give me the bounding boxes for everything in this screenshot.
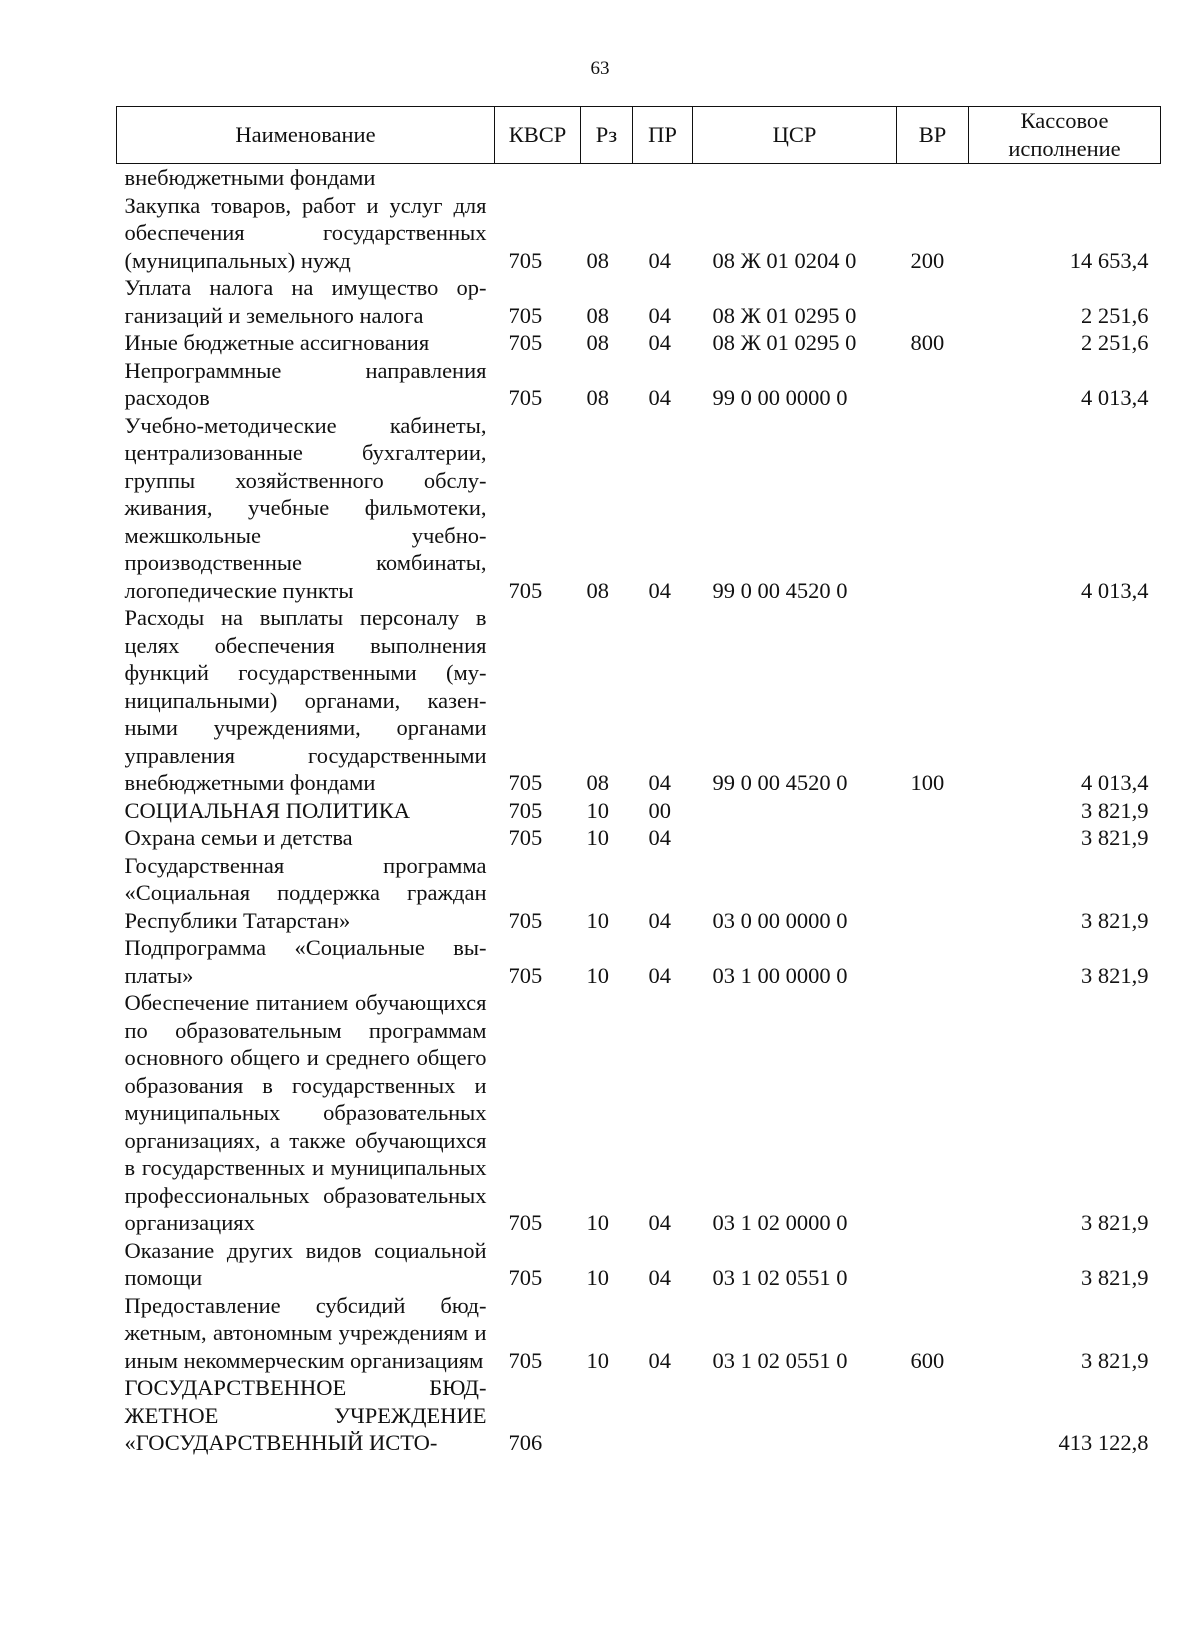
row-kvsr: 705 (508, 1265, 543, 1290)
row-kvsr: 705 (508, 577, 543, 603)
table-header (117, 107, 1161, 164)
row-rz: 10 (586, 825, 609, 850)
row-name: внебюджетными фондами (124, 165, 376, 190)
row-csr: 08 Ж 01 0295 0 (712, 330, 857, 355)
row-name: ГОСУДАРСТВЕННОЕ БЮДЖЕТНОЕ УЧРЕЖДЕНИЕ «ГОСУДАРСТВЕННЫЙ ИСТО- (124, 1375, 487, 1455)
row-name: Предоставление субсидий бюджетным, автономным учреждениям и иным некоммерческим организациям (124, 1292, 487, 1373)
row-cash-execution: 4 013,4 (1081, 577, 1149, 603)
row-csr: 03 1 02 0000 0 (712, 1210, 848, 1235)
table-row (117, 329, 1161, 357)
row-vr (897, 824, 969, 852)
row-vr (897, 357, 969, 412)
row-rz: 08 (586, 577, 609, 603)
column-header-csr: ЦСР (693, 107, 897, 164)
row-csr: 99 0 00 0000 0 (712, 385, 848, 410)
row-csr: 03 1 02 0551 0 (712, 1265, 848, 1290)
row-vr (897, 934, 969, 989)
row-pr: 04 (648, 330, 671, 355)
row-rz: 08 (586, 247, 609, 273)
row-csr (693, 164, 897, 192)
table-row (117, 274, 1161, 329)
table-row (117, 357, 1161, 412)
table-row (117, 192, 1161, 275)
row-pr: 04 (648, 385, 671, 410)
row-csr: 03 0 00 0000 0 (712, 907, 848, 933)
row-csr: 08 Ж 01 0204 0 (712, 247, 857, 273)
column-header-pr: ПР (633, 107, 693, 164)
row-pr: 04 (648, 770, 671, 795)
row-vr (897, 1237, 969, 1292)
row-kvsr: 705 (508, 825, 543, 850)
row-name: Государственная программа «Социальная поддержка граждан Республики Татарстан» (124, 852, 487, 933)
row-pr: 00 (648, 797, 671, 823)
column-header-cash-execution: Кассовое исполнение (969, 107, 1161, 164)
row-name: Уплата налога на имущество организаций и земельного налога (124, 275, 487, 328)
row-kvsr: 705 (508, 247, 543, 273)
row-kvsr: 705 (508, 962, 543, 988)
row-rz: 08 (586, 330, 609, 355)
table-row (117, 164, 1161, 192)
row-pr: 04 (648, 247, 671, 273)
table-row (117, 824, 1161, 852)
row-vr (897, 989, 969, 1237)
row-name: Учебно-методические кабинеты, централизованные бухгалтерии, группы хозяйственного обслуживания, учебные фильмотеки, межшкольные учебно-производственные комбинаты, логопедические пункты (124, 412, 487, 603)
row-cash-execution: 3 821,9 (1081, 1265, 1149, 1290)
row-vr: 200 (910, 247, 945, 273)
row-cash-execution: 2 251,6 (1081, 302, 1149, 328)
table-row (117, 852, 1161, 935)
row-cash-execution: 3 821,9 (1081, 1347, 1149, 1373)
row-kvsr (495, 164, 581, 192)
row-cash-execution: 3 821,9 (1081, 1210, 1149, 1235)
column-header-rz: Рз (581, 107, 633, 164)
table-body (117, 164, 1161, 1457)
row-csr (693, 824, 897, 852)
row-kvsr: 705 (508, 1347, 543, 1373)
row-cash-execution: 4 013,4 (1081, 385, 1149, 410)
row-vr: 100 (910, 770, 945, 795)
table-row (117, 412, 1161, 605)
row-cash-execution: 14 653,4 (1069, 247, 1149, 273)
row-vr (897, 274, 969, 329)
row-rz: 08 (586, 385, 609, 410)
row-pr: 04 (648, 907, 671, 933)
row-csr: 08 Ж 01 0295 0 (712, 302, 857, 328)
row-name: Иные бюджетные ассигнования (124, 330, 430, 355)
row-csr: 03 1 02 0551 0 (712, 1347, 848, 1373)
row-name: Непрограммные направления расходов (124, 357, 487, 410)
row-vr (897, 164, 969, 192)
budget-execution-table (116, 106, 1161, 1457)
row-pr: 04 (648, 1210, 671, 1235)
row-pr: 04 (648, 1347, 671, 1373)
row-name: Подпрограмма «Социальные выплаты» (124, 935, 487, 988)
row-cash-execution: 3 821,9 (1081, 797, 1149, 823)
row-rz (581, 1374, 633, 1457)
row-rz: 10 (586, 1210, 609, 1235)
row-cash-execution: 4 013,4 (1081, 770, 1149, 795)
row-vr: 600 (910, 1347, 945, 1373)
table-row (117, 1374, 1161, 1457)
row-kvsr: 705 (508, 385, 543, 410)
row-cash-execution: 2 251,6 (1081, 330, 1149, 355)
row-kvsr: 705 (508, 330, 543, 355)
row-kvsr: 705 (508, 302, 543, 328)
row-cash-execution: 3 821,9 (1081, 907, 1149, 933)
row-csr: 99 0 00 4520 0 (712, 770, 848, 795)
row-name: Охрана семьи и детства (124, 825, 353, 850)
table-row (117, 797, 1161, 825)
row-cash-execution: 413 122,8 (1058, 1430, 1149, 1455)
row-csr (693, 797, 897, 825)
row-rz: 10 (586, 1347, 609, 1373)
row-cash-execution: 3 821,9 (1081, 825, 1149, 850)
row-rz: 10 (586, 907, 609, 933)
row-kvsr: 705 (508, 770, 543, 795)
row-pr (633, 164, 693, 192)
row-csr: 99 0 00 4520 0 (712, 577, 848, 603)
column-header-kvsr: КВСР (495, 107, 581, 164)
row-pr (633, 1374, 693, 1457)
row-name: Обеспечение питанием обучающихся по образовательным программам основного общего и среднего общего образования в государственных и муниципальных образовательных организациях, а также обучающихся в государственных и муниципальных профессиональных образовательных организациях (124, 990, 487, 1235)
row-rz: 10 (586, 1265, 609, 1290)
table-row (117, 1292, 1161, 1375)
row-kvsr: 705 (508, 1210, 543, 1235)
row-pr: 04 (648, 302, 671, 328)
row-pr: 04 (648, 962, 671, 988)
row-csr: 03 1 00 0000 0 (712, 962, 848, 988)
row-name: Закупка товаров, работ и услуг для обеспечения государственных (муниципальных) нужд (124, 192, 487, 273)
row-vr (897, 1374, 969, 1457)
row-cash-execution (969, 164, 1161, 192)
row-vr (897, 412, 969, 605)
row-name: Расходы на выплаты персоналу в целях обеспечения выполнения функций государственными (муниципальными) органами, казенными учреждениями, органами управления государственными внебюджетными фондами (124, 605, 487, 795)
row-pr: 04 (648, 577, 671, 603)
row-kvsr: 706 (508, 1430, 543, 1455)
column-header-vr: ВР (897, 107, 969, 164)
row-vr (897, 852, 969, 935)
row-rz (581, 164, 633, 192)
row-pr: 04 (648, 1265, 671, 1290)
row-rz: 08 (586, 302, 609, 328)
table-row (117, 604, 1161, 797)
row-rz: 10 (586, 797, 609, 823)
row-rz: 10 (586, 962, 609, 988)
row-name: Оказание других видов социальной помощи (124, 1237, 487, 1290)
row-csr (693, 1374, 897, 1457)
row-vr (897, 797, 969, 825)
column-header-name: Наименование (117, 107, 495, 164)
row-pr: 04 (648, 825, 671, 850)
table-row (117, 989, 1161, 1237)
table-row (117, 934, 1161, 989)
row-kvsr: 705 (508, 797, 543, 823)
row-name: СОЦИАЛЬНАЯ ПОЛИТИКА (124, 797, 410, 823)
page-number: 63 (590, 58, 610, 79)
row-vr: 800 (910, 330, 945, 355)
row-kvsr: 705 (508, 907, 543, 933)
row-cash-execution: 3 821,9 (1081, 962, 1149, 988)
table-row (117, 1237, 1161, 1292)
row-rz: 08 (586, 770, 609, 795)
